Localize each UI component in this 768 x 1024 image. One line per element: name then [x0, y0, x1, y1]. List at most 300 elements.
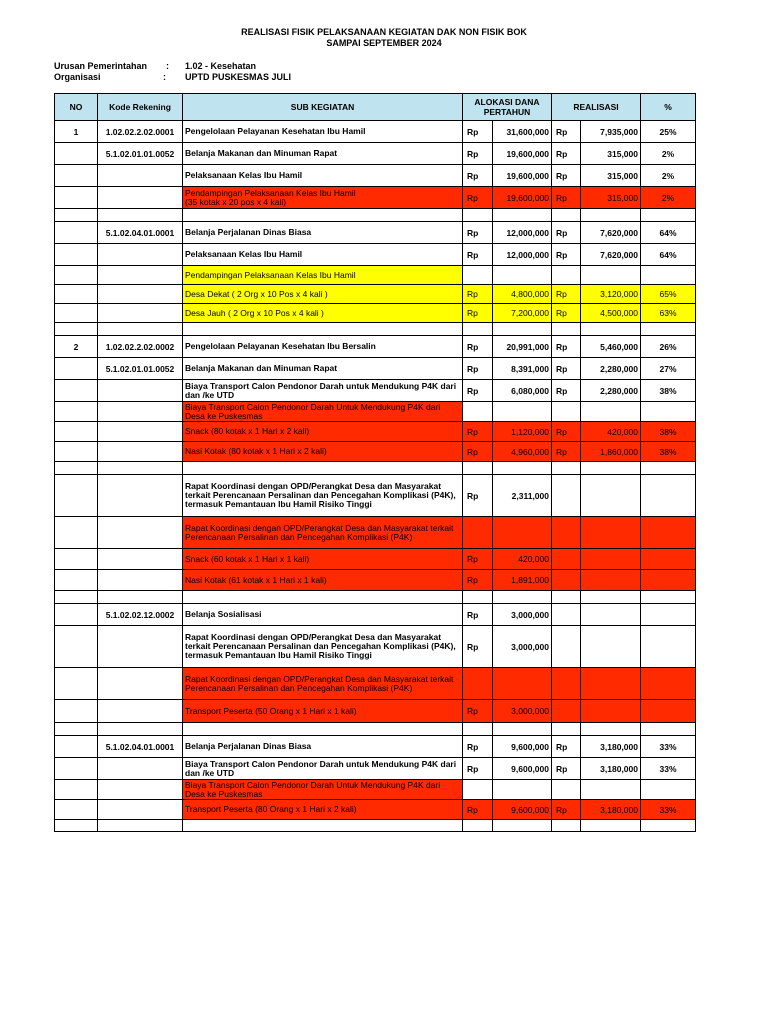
table-cell-rp-realisasi: Rp	[552, 422, 581, 442]
table-cell-kode	[98, 668, 183, 700]
table-row	[55, 517, 696, 549]
table-cell-kode	[98, 723, 183, 736]
table-row	[55, 626, 696, 668]
table-cell-rp-realisasi: Rp	[552, 736, 581, 758]
table-cell-no	[55, 380, 98, 402]
table-cell-rp-alokasi: Rp	[463, 143, 493, 165]
table-cell-rp-realisasi	[552, 700, 581, 723]
table-cell-alokasi	[493, 668, 552, 700]
table-cell-sub: Biaya Transport Calon Pendonor Darah Untuk Mendukung P4K dari Desa ke Puskesmas	[183, 780, 463, 800]
table-cell-no	[55, 570, 98, 591]
table-cell-realisasi: 2,280,000	[581, 380, 641, 402]
table-cell-kode: 5.1.02.04.01.0001	[98, 222, 183, 244]
table-cell-realisasi	[581, 591, 641, 604]
table-cell-rp-realisasi: Rp	[552, 187, 581, 209]
table-cell-pct	[641, 723, 696, 736]
table-cell-kode	[98, 402, 183, 422]
table-cell-alokasi	[493, 209, 552, 222]
table-cell-rp-alokasi: Rp	[463, 422, 493, 442]
table-cell-rp-alokasi: Rp	[463, 285, 493, 304]
table-row	[55, 591, 696, 604]
table-cell-alokasi: 420,000	[493, 549, 552, 570]
table-cell-rp-alokasi: Rp	[463, 304, 493, 323]
table-cell-pct	[641, 517, 696, 549]
table-row	[55, 475, 696, 517]
table-cell-sub	[183, 209, 463, 222]
table-cell-rp-realisasi	[552, 723, 581, 736]
table-cell-kode: 5.1.02.01.01.0052	[98, 143, 183, 165]
table-cell-realisasi	[581, 780, 641, 800]
table-cell-no	[55, 820, 98, 832]
table-cell-rp-alokasi: Rp	[463, 336, 493, 358]
table-cell-rp-realisasi	[552, 570, 581, 591]
table-cell-rp-realisasi: Rp	[552, 336, 581, 358]
table-cell-rp-realisasi: Rp	[552, 121, 581, 143]
table-cell-sub: Pengelolaan Pelayanan Kesehatan Ibu Hamil	[183, 121, 463, 143]
table-cell-pct: 26%	[641, 336, 696, 358]
table-row	[55, 402, 696, 422]
urusan-colon: :	[166, 61, 169, 71]
table-cell-alokasi: 9,600,000	[493, 758, 552, 780]
table-cell-realisasi: 1,860,000	[581, 442, 641, 462]
table-cell-rp-realisasi	[552, 820, 581, 832]
table-row	[55, 304, 696, 323]
table-cell-pct	[641, 668, 696, 700]
organisasi-colon: :	[163, 72, 166, 82]
table-row	[55, 266, 696, 285]
table-cell-realisasi	[581, 475, 641, 517]
table-cell-sub: Snack (60 kotak x 1 Hari x 1 kali)	[183, 549, 463, 570]
table-cell-pct	[641, 402, 696, 422]
table-row	[55, 723, 696, 736]
table-cell-rp-realisasi	[552, 626, 581, 668]
table-cell-no	[55, 244, 98, 266]
table-cell-no	[55, 143, 98, 165]
table-cell-rp-alokasi: Rp	[463, 604, 493, 626]
table-cell-alokasi: 31,600,000	[493, 121, 552, 143]
table-cell-pct	[641, 700, 696, 723]
table-cell-alokasi	[493, 402, 552, 422]
table-cell-pct: 2%	[641, 165, 696, 187]
table-row	[55, 758, 696, 780]
table-cell-sub: Rapat Koordinasi dengan OPD/Perangkat Desa dan Masyarakat terkait Perencanaan Persalinan dan Pencegahan Komplikasi (P4K), termasuk Pemantauan Ibu Hamil Risiko Tinggi	[183, 475, 463, 517]
table-cell-kode	[98, 800, 183, 820]
table-cell-realisasi: 7,620,000	[581, 244, 641, 266]
table-cell-no	[55, 549, 98, 570]
table-cell-sub: Pendampingan Pelaksanaan Kelas Ibu Hamil	[183, 266, 463, 285]
table-cell-rp-realisasi: Rp	[552, 800, 581, 820]
table-cell-rp-realisasi: Rp	[552, 143, 581, 165]
table-cell-alokasi: 8,391,000	[493, 358, 552, 380]
table-cell-no	[55, 285, 98, 304]
table-cell-alokasi	[493, 591, 552, 604]
table-cell-pct	[641, 820, 696, 832]
table-row	[55, 323, 696, 336]
table-cell-rp-alokasi	[463, 402, 493, 422]
table-row	[55, 285, 696, 304]
table-cell-pct	[641, 626, 696, 668]
table-cell-pct: 33%	[641, 800, 696, 820]
col-header-realisasi: REALISASI	[552, 94, 641, 121]
table-cell-sub: Desa Jauh ( 2 Org x 10 Pos x 4 kali )	[183, 304, 463, 323]
col-header-alokasi: ALOKASI DANA PERTAHUN	[463, 94, 552, 121]
table-row	[55, 549, 696, 570]
table-row	[55, 121, 696, 143]
table-cell-pct: 33%	[641, 736, 696, 758]
table-cell-pct: 38%	[641, 442, 696, 462]
table-cell-realisasi	[581, 604, 641, 626]
table-cell-realisasi	[581, 626, 641, 668]
table-cell-rp-realisasi: Rp	[552, 358, 581, 380]
table-cell-rp-alokasi	[463, 780, 493, 800]
table-cell-realisasi	[581, 723, 641, 736]
table-cell-pct: 33%	[641, 758, 696, 780]
urusan-label: Urusan Pemerintahan	[54, 61, 148, 71]
table-cell-kode: 5.1.02.02.12.0002	[98, 604, 183, 626]
table-cell-sub: Belanja Sosialisasi	[183, 604, 463, 626]
table-cell-alokasi: 7,200,000	[493, 304, 552, 323]
table-cell-rp-alokasi	[463, 462, 493, 475]
table-cell-rp-realisasi	[552, 323, 581, 336]
table-cell-kode	[98, 244, 183, 266]
table-cell-sub: Transport Peserta (50 Orang x 1 Hari x 1 kali)	[183, 700, 463, 723]
table-cell-rp-realisasi	[552, 591, 581, 604]
table-cell-sub: Biaya Transport Calon Pendonor Darah Untuk Mendukung P4K dari Desa ke Puskesmas	[183, 402, 463, 422]
table-cell-rp-alokasi	[463, 517, 493, 549]
table-row	[55, 604, 696, 626]
table-cell-pct	[641, 591, 696, 604]
table-cell-rp-alokasi: Rp	[463, 758, 493, 780]
table-cell-no	[55, 358, 98, 380]
table-cell-alokasi: 19,600,000	[493, 165, 552, 187]
table-cell-rp-realisasi: Rp	[552, 285, 581, 304]
realisasi-table	[54, 93, 696, 832]
table-row	[55, 143, 696, 165]
table-cell-kode	[98, 187, 183, 209]
table-cell-rp-realisasi: Rp	[552, 304, 581, 323]
table-cell-no	[55, 780, 98, 800]
table-cell-no	[55, 668, 98, 700]
table-cell-no	[55, 222, 98, 244]
table-cell-no	[55, 800, 98, 820]
table-cell-pct: 2%	[641, 143, 696, 165]
table-row	[55, 222, 696, 244]
table-cell-no: 1	[55, 121, 98, 143]
table-cell-realisasi: 4,500,000	[581, 304, 641, 323]
table-cell-pct: 63%	[641, 304, 696, 323]
table-cell-rp-alokasi: Rp	[463, 549, 493, 570]
table-cell-rp-realisasi: Rp	[552, 442, 581, 462]
table-row	[55, 422, 696, 442]
table-cell-kode	[98, 266, 183, 285]
table-cell-realisasi: 3,180,000	[581, 736, 641, 758]
table-cell-alokasi: 4,960,000	[493, 442, 552, 462]
table-cell-realisasi	[581, 549, 641, 570]
table-body	[55, 121, 696, 832]
table-header-row	[55, 94, 696, 121]
table-cell-rp-alokasi	[463, 209, 493, 222]
table-cell-kode: 1.02.02.2.02.0002	[98, 336, 183, 358]
table-cell-no: 2	[55, 336, 98, 358]
table-cell-rp-realisasi	[552, 266, 581, 285]
table-cell-kode	[98, 780, 183, 800]
table-cell-alokasi	[493, 780, 552, 800]
table-cell-realisasi	[581, 517, 641, 549]
table-cell-realisasi: 3,180,000	[581, 800, 641, 820]
table-row	[55, 336, 696, 358]
table-cell-pct: 38%	[641, 422, 696, 442]
table-cell-pct: 65%	[641, 285, 696, 304]
table-cell-kode	[98, 591, 183, 604]
table-cell-realisasi: 3,120,000	[581, 285, 641, 304]
table-cell-alokasi	[493, 723, 552, 736]
table-cell-rp-alokasi	[463, 820, 493, 832]
table-cell-no	[55, 323, 98, 336]
table-row	[55, 800, 696, 820]
table-cell-kode: 5.1.02.04.01.0001	[98, 736, 183, 758]
table-cell-kode	[98, 517, 183, 549]
table-cell-rp-alokasi: Rp	[463, 475, 493, 517]
table-cell-kode	[98, 570, 183, 591]
table-cell-realisasi	[581, 570, 641, 591]
table-cell-alokasi: 20,991,000	[493, 336, 552, 358]
table-cell-kode	[98, 304, 183, 323]
table-cell-rp-alokasi: Rp	[463, 222, 493, 244]
table-cell-sub	[183, 462, 463, 475]
table-row	[55, 358, 696, 380]
table-cell-pct	[641, 549, 696, 570]
table-cell-sub: Pendampingan Pelaksanaan Kelas Ibu Hamil (35 kotak x 20 pos x 4 kali)	[183, 187, 463, 209]
table-cell-kode	[98, 442, 183, 462]
table-cell-rp-realisasi	[552, 517, 581, 549]
table-cell-pct	[641, 604, 696, 626]
table-cell-kode: 5.1.02.01.01.0052	[98, 358, 183, 380]
table-cell-rp-alokasi: Rp	[463, 165, 493, 187]
table-cell-kode	[98, 549, 183, 570]
table-cell-sub: Nasi Kotak (80 kotak x 1 Hari x 2 kali)	[183, 442, 463, 462]
table-cell-realisasi: 5,460,000	[581, 336, 641, 358]
table-cell-kode	[98, 165, 183, 187]
table-cell-rp-realisasi: Rp	[552, 758, 581, 780]
table-cell-sub	[183, 591, 463, 604]
table-cell-realisasi	[581, 668, 641, 700]
table-cell-realisasi	[581, 700, 641, 723]
table-cell-pct: 38%	[641, 380, 696, 402]
table-cell-realisasi	[581, 402, 641, 422]
table-cell-rp-alokasi	[463, 668, 493, 700]
table-cell-no	[55, 462, 98, 475]
table-cell-no	[55, 187, 98, 209]
table-cell-rp-alokasi	[463, 591, 493, 604]
table-cell-realisasi	[581, 266, 641, 285]
table-cell-no	[55, 209, 98, 222]
table-cell-sub: Transport Peserta (80 Orang x 1 Hari x 2 kali)	[183, 800, 463, 820]
table-cell-no	[55, 736, 98, 758]
table-row	[55, 736, 696, 758]
table-cell-kode	[98, 462, 183, 475]
table-cell-pct: 2%	[641, 187, 696, 209]
table-cell-rp-alokasi: Rp	[463, 442, 493, 462]
table-row	[55, 820, 696, 832]
col-header-no: NO	[55, 94, 98, 121]
table-cell-no	[55, 422, 98, 442]
table-cell-rp-alokasi: Rp	[463, 187, 493, 209]
table-cell-alokasi: 19,600,000	[493, 143, 552, 165]
table-cell-alokasi	[493, 266, 552, 285]
table-cell-realisasi: 7,620,000	[581, 222, 641, 244]
table-cell-pct	[641, 209, 696, 222]
table-cell-rp-alokasi	[463, 266, 493, 285]
table-cell-rp-realisasi: Rp	[552, 244, 581, 266]
col-header-sub: SUB KEGIATAN	[183, 94, 463, 121]
table-cell-rp-realisasi: Rp	[552, 222, 581, 244]
table-cell-alokasi: 6,080,000	[493, 380, 552, 402]
table-row	[55, 209, 696, 222]
table-cell-sub: Pengelolaan Pelayanan Kesehatan Ibu Bersalin	[183, 336, 463, 358]
organisasi-label: Organisasi	[54, 72, 101, 82]
table-cell-no	[55, 723, 98, 736]
table-cell-pct	[641, 323, 696, 336]
table-cell-no	[55, 266, 98, 285]
table-row	[55, 700, 696, 723]
table-cell-rp-alokasi: Rp	[463, 736, 493, 758]
table-cell-kode: 1.02.02.2.02.0001	[98, 121, 183, 143]
table-cell-pct	[641, 780, 696, 800]
organisasi-value: UPTD PUSKESMAS JULI	[185, 72, 292, 82]
table-cell-alokasi	[493, 820, 552, 832]
table-cell-rp-alokasi: Rp	[463, 800, 493, 820]
table-cell-sub: Belanja Makanan dan Minuman Rapat	[183, 143, 463, 165]
table-row	[55, 165, 696, 187]
table-cell-rp-alokasi: Rp	[463, 358, 493, 380]
table-cell-sub: Pelaksanaan Kelas Ibu Hamil	[183, 244, 463, 266]
table-cell-pct	[641, 462, 696, 475]
table-cell-rp-realisasi	[552, 549, 581, 570]
col-header-pct: %	[641, 94, 696, 121]
table-cell-pct: 64%	[641, 244, 696, 266]
table-cell-kode	[98, 820, 183, 832]
table-cell-alokasi: 3,000,000	[493, 604, 552, 626]
table-cell-rp-realisasi	[552, 209, 581, 222]
table-cell-sub: Belanja Perjalanan Dinas Biasa	[183, 222, 463, 244]
table-cell-realisasi: 315,000	[581, 143, 641, 165]
table-cell-rp-realisasi	[552, 780, 581, 800]
table-cell-alokasi: 4,800,000	[493, 285, 552, 304]
table-cell-sub: Rapat Koordinasi dengan OPD/Perangkat Desa dan Masyarakat terkait Perencanaan Persalinan dan Pencegahan Komplikasi (P4K)	[183, 668, 463, 700]
table-cell-pct: 25%	[641, 121, 696, 143]
table-cell-kode	[98, 758, 183, 780]
table-cell-rp-realisasi	[552, 668, 581, 700]
table-cell-realisasi	[581, 462, 641, 475]
table-cell-alokasi: 3,000,000	[493, 626, 552, 668]
report-title: REALISASI FISIK PELAKSANAAN KEGIATAN DAK NON FISIK BOK	[241, 27, 527, 37]
table-cell-rp-realisasi	[552, 475, 581, 517]
table-cell-no	[55, 165, 98, 187]
table-cell-sub: Snack (80 kotak x 1 Hari x 2 kali)	[183, 422, 463, 442]
table-cell-rp-alokasi: Rp	[463, 570, 493, 591]
table-cell-no	[55, 517, 98, 549]
table-cell-no	[55, 475, 98, 517]
table-cell-kode	[98, 380, 183, 402]
table-cell-no	[55, 304, 98, 323]
table-cell-no	[55, 700, 98, 723]
table-cell-alokasi: 2,311,000	[493, 475, 552, 517]
table-cell-kode	[98, 285, 183, 304]
table-cell-sub	[183, 820, 463, 832]
table-cell-kode	[98, 209, 183, 222]
table-cell-realisasi: 315,000	[581, 187, 641, 209]
table-cell-alokasi: 12,000,000	[493, 222, 552, 244]
table-row	[55, 570, 696, 591]
table-cell-rp-alokasi	[463, 723, 493, 736]
table-cell-kode	[98, 323, 183, 336]
table-cell-no	[55, 758, 98, 780]
table-cell-sub: Biaya Transport Calon Pendonor Darah untuk Mendukung P4K dari dan /ke UTD	[183, 380, 463, 402]
table-cell-realisasi: 420,000	[581, 422, 641, 442]
table-cell-alokasi: 9,600,000	[493, 736, 552, 758]
table-cell-rp-realisasi	[552, 402, 581, 422]
table-cell-kode	[98, 700, 183, 723]
table-cell-alokasi	[493, 323, 552, 336]
table-cell-sub: Rapat Koordinasi dengan OPD/Perangkat Desa dan Masyarakat terkait Perencanaan Persalinan dan Pencegahan Komplikasi (P4K)	[183, 517, 463, 549]
col-header-kode: Kode Rekening	[98, 94, 183, 121]
table-cell-sub: Nasi Kotak (61 kotak x 1 Hari x 1 kali)	[183, 570, 463, 591]
table-cell-realisasi: 315,000	[581, 165, 641, 187]
table-cell-sub: Belanja Makanan dan Minuman Rapat	[183, 358, 463, 380]
table-cell-sub: Rapat Koordinasi dengan OPD/Perangkat Desa dan Masyarakat terkait Perencanaan Persalinan dan Pencegahan Komplikasi (P4K), termasuk Pemantauan Ibu Hamil Risiko Tinggi	[183, 626, 463, 668]
urusan-value: 1.02 - Kesehatan	[185, 61, 257, 71]
table-cell-realisasi	[581, 323, 641, 336]
table-cell-rp-alokasi: Rp	[463, 700, 493, 723]
table-cell-rp-alokasi	[463, 323, 493, 336]
table-cell-rp-alokasi: Rp	[463, 626, 493, 668]
table-cell-no	[55, 591, 98, 604]
table-cell-no	[55, 604, 98, 626]
table-cell-rp-alokasi: Rp	[463, 121, 493, 143]
table-cell-sub: Pelaksanaan Kelas Ibu Hamil	[183, 165, 463, 187]
table-row	[55, 380, 696, 402]
table-cell-rp-realisasi: Rp	[552, 165, 581, 187]
table-cell-rp-alokasi: Rp	[463, 244, 493, 266]
table-row	[55, 462, 696, 475]
table-cell-sub	[183, 723, 463, 736]
table-cell-sub: Desa Dekat ( 2 Org x 10 Pos x 4 kali )	[183, 285, 463, 304]
table-row	[55, 668, 696, 700]
table-cell-sub: Biaya Transport Calon Pendonor Darah untuk Mendukung P4K dari dan /ke UTD	[183, 758, 463, 780]
table-cell-no	[55, 442, 98, 462]
table-cell-realisasi: 3,180,000	[581, 758, 641, 780]
table-cell-alokasi	[493, 517, 552, 549]
table-cell-realisasi: 2,280,000	[581, 358, 641, 380]
table-cell-realisasi	[581, 820, 641, 832]
table-cell-pct	[641, 266, 696, 285]
table-cell-kode	[98, 422, 183, 442]
table-row	[55, 187, 696, 209]
table-cell-kode	[98, 475, 183, 517]
table-row	[55, 780, 696, 800]
table-cell-rp-alokasi: Rp	[463, 380, 493, 402]
report-subtitle: SAMPAI SEPTEMBER 2024	[326, 38, 442, 48]
table-cell-rp-realisasi	[552, 462, 581, 475]
table-cell-alokasi: 1,891,000	[493, 570, 552, 591]
table-cell-alokasi: 19,600,000	[493, 187, 552, 209]
table-cell-pct: 27%	[641, 358, 696, 380]
table-row	[55, 442, 696, 462]
table-cell-sub: Belanja Perjalanan Dinas Biasa	[183, 736, 463, 758]
table-cell-no	[55, 626, 98, 668]
table-cell-alokasi: 12,000,000	[493, 244, 552, 266]
table-cell-rp-realisasi: Rp	[552, 380, 581, 402]
